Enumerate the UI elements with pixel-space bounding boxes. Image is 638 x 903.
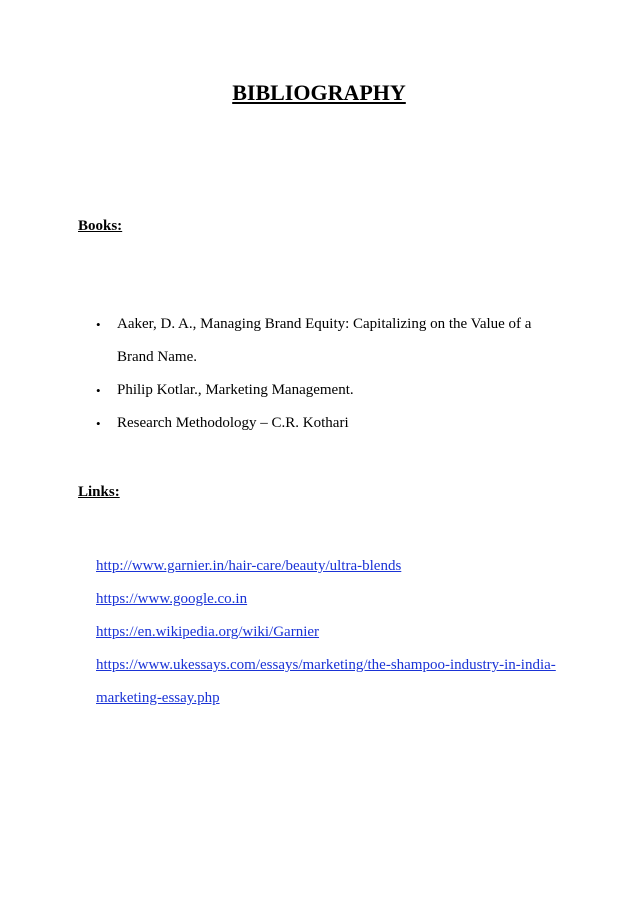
ukessays-link[interactable]: https://www.ukessays.com/essays/marketing/the-shampoo-industry-in-india-marketing-essay.php	[96, 657, 556, 706]
book-entry: Research Methodology – C.R. Kothari	[117, 415, 349, 431]
bullet-icon: •	[96, 317, 101, 332]
wikipedia-link[interactable]: https://en.wikipedia.org/wiki/Garnier	[96, 624, 320, 640]
list-item	[96, 407, 566, 440]
list-item	[96, 308, 566, 374]
google-link[interactable]: https://www.google.co.in	[96, 591, 248, 607]
bullet-icon: •	[96, 416, 101, 431]
links-list	[96, 550, 576, 715]
page-title: BIBLIOGRAPHY	[232, 80, 406, 105]
bullet-icon: •	[96, 383, 101, 398]
links-heading: Links:	[78, 484, 120, 500]
garnier-link[interactable]: http://www.garnier.in/hair-care/beauty/ultra-blends	[96, 558, 402, 574]
books-list	[96, 308, 566, 440]
books-heading: Books:	[78, 218, 123, 234]
book-entry: Aaker, D. A., Managing Brand Equity: Capitalizing on the Value of a Brand Name.	[117, 316, 532, 365]
list-item	[96, 374, 566, 407]
book-entry: Philip Kotlar., Marketing Management.	[117, 382, 354, 398]
